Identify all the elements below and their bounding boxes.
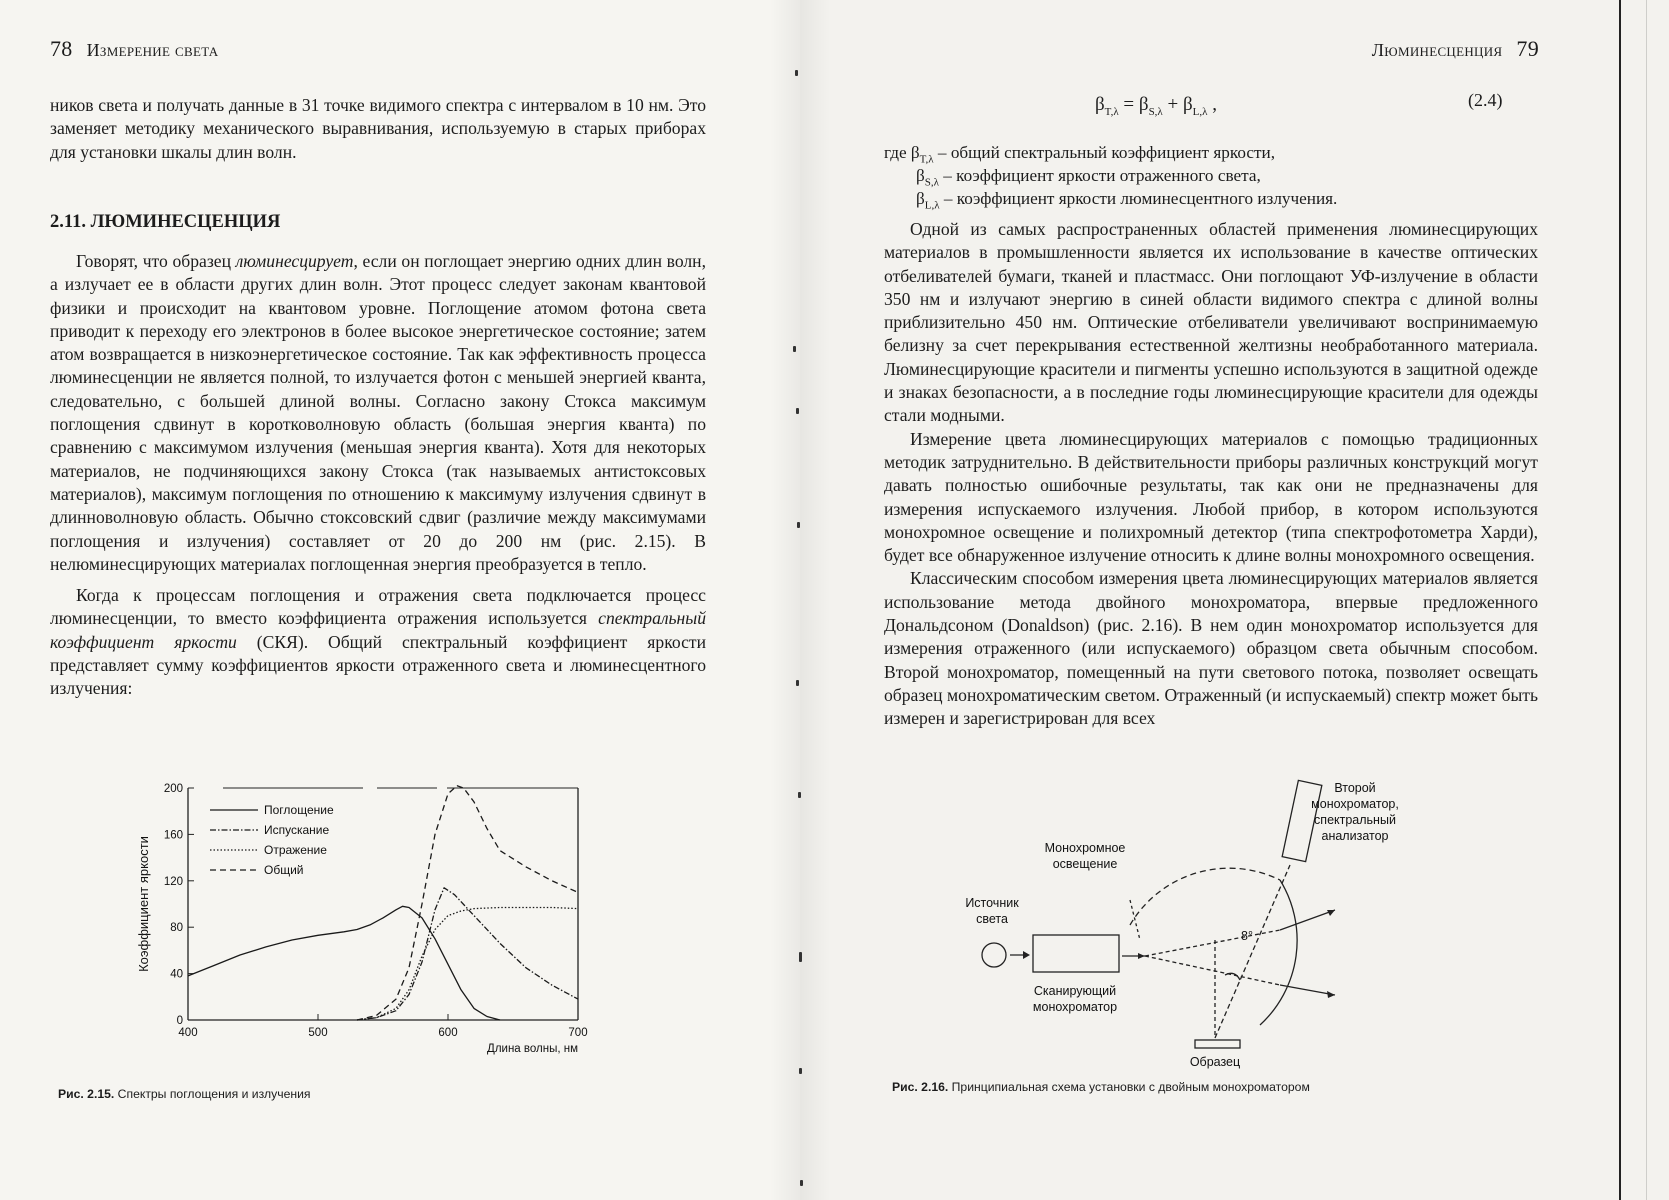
- scan-speck: [793, 346, 796, 352]
- subscript: S,λ: [924, 176, 939, 189]
- beam-to-second: [1215, 865, 1290, 1038]
- figure-caption-2-15: [58, 1087, 311, 1101]
- text-run: Когда к процессам поглощения и отражения света подключается процесс люминесценции, то вместо коэффициента отражения используется: [50, 585, 706, 629]
- beam-line: [1280, 910, 1335, 930]
- beta-symbol: β: [1095, 94, 1105, 115]
- paragraph: [50, 250, 706, 576]
- legend-label: Испускание: [264, 823, 330, 837]
- running-head-left: [50, 36, 218, 62]
- y-tick-label: 160: [163, 829, 183, 842]
- formula-2-4: [1095, 94, 1217, 118]
- beta-symbol: β: [1182, 94, 1193, 115]
- label-scanning-monochromator: монохроматор: [1032, 1000, 1118, 1014]
- text-run: Говорят, что образец: [76, 251, 236, 271]
- label-second-monochromator: Второй: [1334, 781, 1376, 795]
- scan-speck: [797, 522, 800, 528]
- arrow-head: [1327, 991, 1335, 998]
- y-tick-label: 120: [163, 875, 183, 888]
- where-line-3: [916, 188, 1337, 216]
- beta-symbol: β: [916, 189, 925, 208]
- scan-speck: [795, 70, 798, 76]
- y-axis-label: Коэффициент яркости: [136, 836, 151, 972]
- page-number: 78: [50, 36, 73, 61]
- y-tick-label: 80: [170, 922, 183, 935]
- chart-legend: [210, 803, 334, 877]
- caption-label: Рис. 2.16.: [892, 1080, 949, 1094]
- subscript: T,λ: [919, 153, 934, 166]
- definition-text: – коэффициент яркости отраженного света,: [938, 166, 1261, 185]
- luminescence-spectra-chart: [130, 770, 630, 1085]
- angle-arc: [1225, 973, 1240, 980]
- where-prefix: где: [884, 143, 911, 162]
- x-axis-label: Длина волны, нм: [487, 1043, 578, 1055]
- right-body-text: [884, 218, 1538, 731]
- plus-sign: +: [1162, 94, 1183, 115]
- chart-series: [188, 786, 578, 1020]
- scan-speck: [799, 1068, 802, 1074]
- legend-label: Отражение: [264, 843, 327, 857]
- beta-symbol: β: [1138, 94, 1149, 115]
- measurement-arc: [1130, 868, 1280, 925]
- label-second-monochromator: монохроматор,: [1311, 797, 1399, 811]
- beam-line: [1145, 956, 1280, 985]
- paragraph: Одной из самых распространенных областей применения люминесцирующих материалов в промышленности является их использование в качестве оптических отбеливателей бумаги, тканей и пластмасс. Они поглощают УФ-излучение в области 350 нм и излучают энергию в синей области видимого спектра с длиной волны приблизительно 450 нм. Оптические отбеливатели увеличивают воспринимаемую белизну за счет перекрывания естественной желтизны необработанного материала. Люминесцирующие красители и пигменты успешно используются в защитной одежде и знаках безопасности, а в последние годы люминесцирующие красители для одежды стали модными.: [884, 219, 1538, 426]
- x-tick-label: 700: [568, 1027, 588, 1039]
- y-tick-label: 40: [170, 968, 183, 981]
- caption-text: Спектры поглощения и излучения: [114, 1087, 311, 1101]
- page-number: 79: [1516, 36, 1539, 61]
- label-light-source: света: [976, 912, 1008, 926]
- label-mono-light: освещение: [1052, 857, 1118, 871]
- emphasis: спектральный коэффициент яркости: [50, 608, 706, 652]
- paragraph: Классическим способом измерения цвета люминесцирующих материалов является использование метода двойного монохроматора, впервые предложенного Дональдсоном (Donaldson) (рис. 2.16). В нем один монохроматор используется для измерения отраженного (или испускаемого) образцом света обычным способом. Второй монохроматор, помещенный на пути светового потока, позволяет освещать образец монохроматическим светом. Отраженный (и испускаемый) спектр может быть измерен и зарегистрирован для всех: [884, 568, 1538, 729]
- label-sample: Образец: [1189, 1055, 1241, 1069]
- legend-label: Общий: [264, 863, 304, 877]
- figure-caption-2-16: [892, 1080, 1310, 1094]
- leader-line: [1130, 900, 1140, 940]
- caption-label: Рис. 2.15.: [58, 1087, 115, 1101]
- paragraph: [50, 584, 706, 700]
- series-line-3: [357, 908, 578, 1021]
- definition-text: – коэффициент яркости люминесцентного излучения.: [939, 189, 1338, 208]
- caption-text: Принципиальная схема установки с двойным монохроматором: [948, 1080, 1310, 1094]
- paragraph: ников света и получать данные в 31 точке видимого спектра с интервалом в 10 нм. Это заменяет методику механического выравнивания, используемую в старых приборах для установки шкалы длин волн.: [50, 95, 706, 162]
- legend-label: Поглощение: [264, 803, 334, 817]
- top-paragraph: [50, 94, 706, 164]
- subscript: T,λ: [1104, 105, 1119, 118]
- page-edge-shadow: [1646, 0, 1647, 1200]
- x-tick-label: 500: [308, 1027, 328, 1039]
- running-head-right: [1372, 36, 1539, 62]
- scan-speck: [796, 408, 799, 414]
- series-line-1: [188, 906, 500, 1020]
- section-heading: 2.11. ЛЮМИНЕСЦЕНЦИЯ: [50, 212, 281, 232]
- text-run: (СКЯ). Общий спектральный коэффициент яркости представляет сумму коэффициентов яркости отраженного света и люминесцентного излучения:: [50, 631, 706, 699]
- arrow-head: [1138, 953, 1145, 959]
- label-angle: 8°: [1241, 929, 1253, 943]
- scan-speck: [800, 1180, 803, 1186]
- scan-speck: [796, 680, 799, 686]
- double-monochromator-diagram: [950, 770, 1470, 1070]
- scanning-monochromator-box: [1033, 935, 1119, 972]
- label-second-monochromator: анализатор: [1321, 829, 1389, 843]
- sample-rect: [1195, 1040, 1240, 1048]
- running-title: Измерение света: [86, 40, 219, 60]
- label-mono-light: Монохромное: [1044, 841, 1126, 855]
- subscript: L,λ: [924, 199, 940, 212]
- emphasis: люминесцирует: [235, 251, 354, 271]
- book-gutter: [770, 0, 830, 1200]
- text-run: , если он поглощает энергию одних длин волн, а излучает ее в области других длин волн. Этот процесс следует законам квантовой физики и происходит на квантовом уровне. Поглощение атомом фотона света приводит к переходу его электронов в более высокое энергетическое состояние; затем атом возвращается в низкоэнергетическое состояние. Так как эффективность процесса люминесценции не является полной, то излучается фотон с меньшей энергией кванта, следовательно, с большей длиной волны. Согласно закону Стокса максимум поглощения сдвинут в коротковолновую область (большая энергия кванта) по сравнению с максимумом излучения (меньшая энергия кванта). Хотя для некоторых материалов, не подчиняющихся закону Стокса (так называемых антистоксовых материалов), максимум поглощения по отношению к максимуму излучения сдвинут в длинноволновую область. Обычно стоксовский сдвиг (различие между максимумами поглощения и излучения) составляет от 20 до 200 нм (рис. 2.15). В нелюминесцирующих материалах поглощенная энергия преобразуется в тепло.: [50, 251, 706, 574]
- formula-number: (2.4): [1468, 90, 1503, 110]
- scan-speck: [799, 952, 802, 962]
- beta-symbol: β: [910, 143, 920, 162]
- y-tick-label: 0: [176, 1015, 183, 1027]
- arrow-head: [1023, 951, 1030, 959]
- measurement-arc-solid: [1260, 880, 1297, 1025]
- definition-text: – общий спектральный коэффициент яркости,: [933, 143, 1275, 162]
- series-line-4: [357, 786, 578, 1020]
- beam-line: [1280, 985, 1335, 995]
- scan-speck: [798, 792, 801, 798]
- label-light-source: Источник: [965, 896, 1019, 910]
- page-edge: [1619, 0, 1621, 1200]
- label-second-monochromator: спектральный: [1314, 813, 1396, 827]
- paragraph: Измерение цвета люминесцирующих материалов с помощью традиционных методик затруднительно. В действительности приборы различных конструкций могут давать полностью ошибочные результаты, так как они не предназначены для измерения испускаемого излучения. Любой прибор, в котором используются монохромное освещение и полихромный детектор (типа спектрофотометра Харди), будет все обнаруженное излучение относить к длине волны монохромного освещения.: [884, 428, 1538, 566]
- chart-axes: [136, 783, 588, 1055]
- subscript: S,λ: [1148, 105, 1163, 118]
- x-tick-label: 400: [178, 1027, 198, 1039]
- x-tick-label: 600: [438, 1027, 458, 1039]
- comma: ,: [1207, 94, 1217, 115]
- label-scanning-monochromator: Сканирующий: [1033, 984, 1117, 998]
- beta-symbol: β: [916, 166, 925, 185]
- running-title: Люминесценция: [1371, 40, 1503, 60]
- left-body-text: [50, 250, 706, 701]
- subscript: L,λ: [1192, 105, 1208, 118]
- y-tick-label: 200: [163, 783, 183, 795]
- light-source-circle: [982, 943, 1006, 967]
- equals-sign: =: [1118, 94, 1139, 115]
